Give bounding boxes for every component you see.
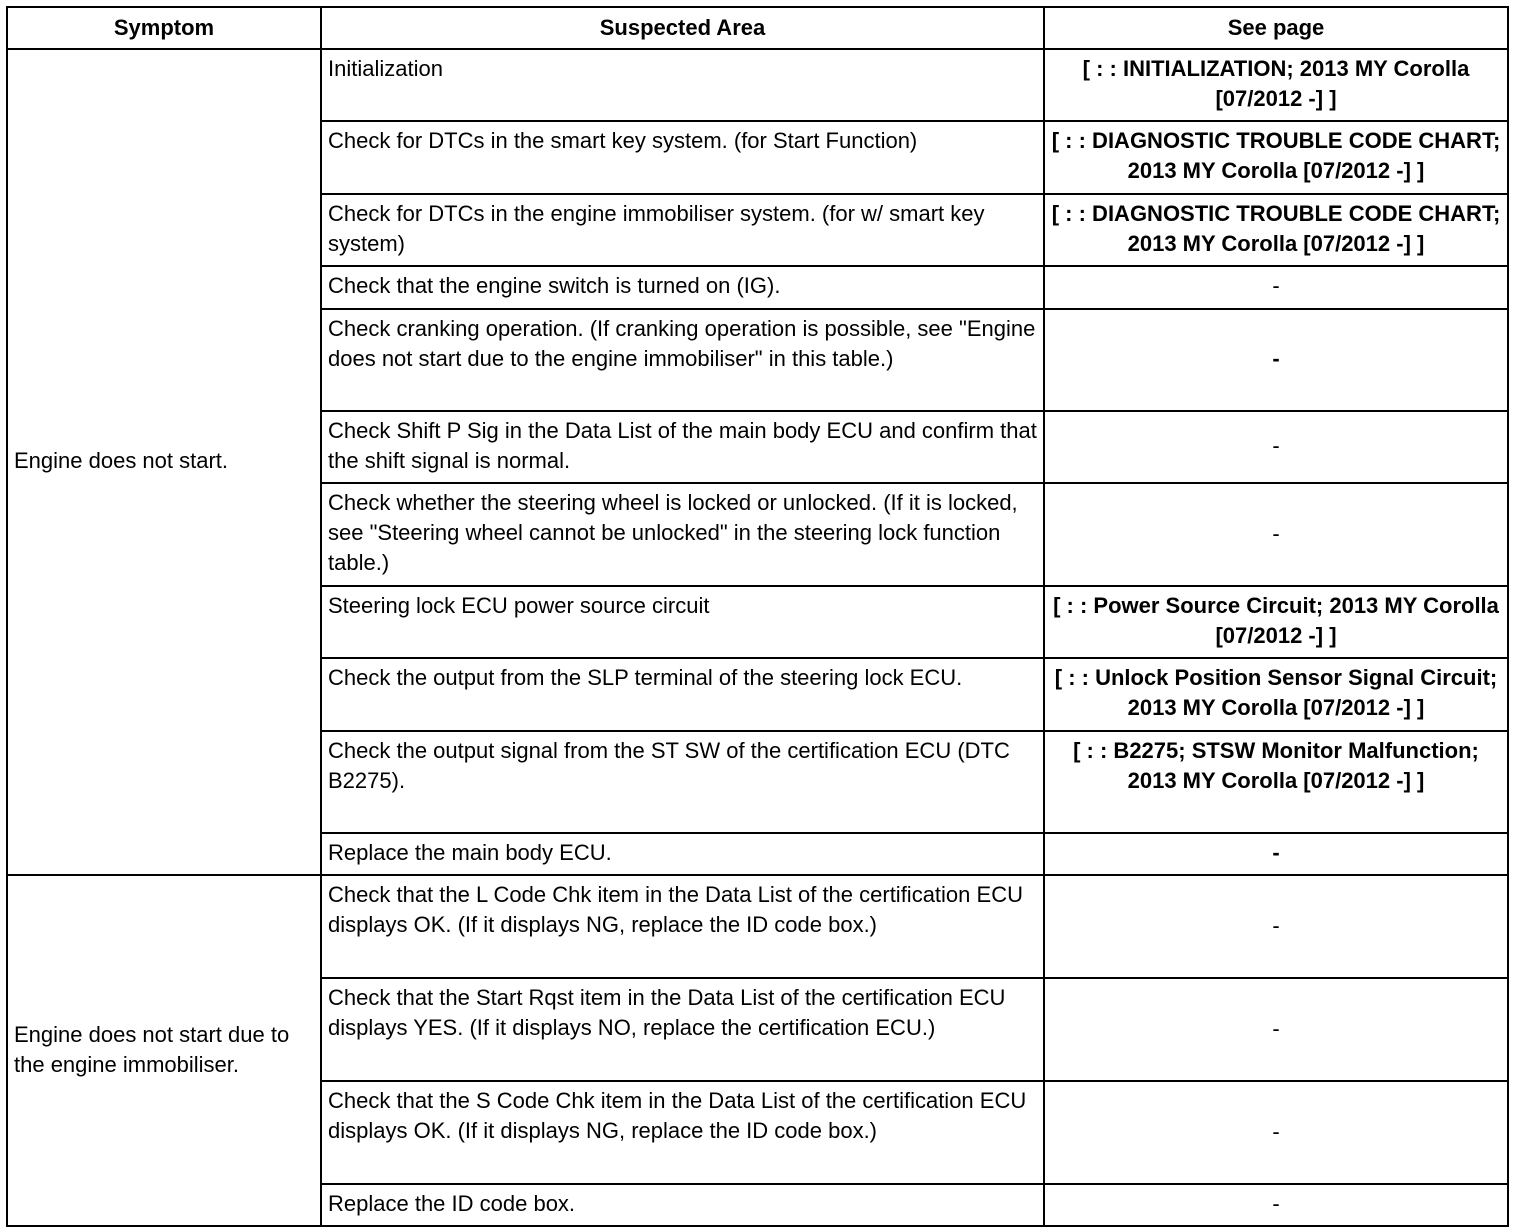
suspected-area-cell: Replace the ID code box.	[321, 1184, 1044, 1226]
suspected-area-cell: Initialization	[321, 49, 1044, 121]
see-page-cell: -	[1044, 1081, 1508, 1184]
suspected-area-cell: Check whether the steering wheel is locked or unlocked. (If it is locked, see "Steering wheel cannot be unlocked" in the steering lock function table.)	[321, 483, 1044, 586]
see-page-link[interactable]: [ : : DIAGNOSTIC TROUBLE CODE CHART; 2013 MY Corolla [07/2012 -] ]	[1044, 121, 1508, 194]
see-page-cell: -	[1044, 309, 1508, 411]
see-page-cell: -	[1044, 1184, 1508, 1226]
suspected-area-cell: Replace the main body ECU.	[321, 833, 1044, 875]
suspected-area-cell: Check for DTCs in the engine immobiliser system. (for w/ smart key system)	[321, 194, 1044, 266]
see-page-link[interactable]: [ : : Unlock Position Sensor Signal Circuit; 2013 MY Corolla [07/2012 -] ]	[1044, 658, 1508, 731]
suspected-area-cell: Check for DTCs in the smart key system. (for Start Function)	[321, 121, 1044, 194]
suspected-area-cell: Check the output signal from the ST SW of the certification ECU (DTC B2275).	[321, 731, 1044, 833]
suspected-area-cell: Check cranking operation. (If cranking operation is possible, see "Engine does not start due to the engine immobiliser" in this table.)	[321, 309, 1044, 411]
suspected-area-cell: Check that the L Code Chk item in the Data List of the certification ECU displays OK. (If it displays NG, replace the ID code box.)	[321, 875, 1044, 978]
suspected-area-cell: Check that the S Code Chk item in the Data List of the certification ECU displays OK. (If it displays NG, replace the ID code box.)	[321, 1081, 1044, 1184]
see-page-cell: -	[1044, 875, 1508, 978]
see-page-link[interactable]: [ : : INITIALIZATION; 2013 MY Corolla [07/2012 -] ]	[1044, 49, 1508, 121]
header-row	[7, 7, 1508, 49]
symptom-cell: Engine does not start due to the engine immobiliser.	[7, 875, 321, 1226]
see-page-link[interactable]: [ : : DIAGNOSTIC TROUBLE CODE CHART; 2013 MY Corolla [07/2012 -] ]	[1044, 194, 1508, 266]
header-see-page: See page	[1044, 7, 1508, 49]
suspected-area-cell: Check that the engine switch is turned on (IG).	[321, 266, 1044, 309]
see-page-link[interactable]: [ : : B2275; STSW Monitor Malfunction; 2013 MY Corolla [07/2012 -] ]	[1044, 731, 1508, 833]
suspected-area-cell: Check that the Start Rqst item in the Data List of the certification ECU displays YES. (If it displays NO, replace the certification ECU.)	[321, 978, 1044, 1081]
header-suspected-area: Suspected Area	[321, 7, 1044, 49]
symptom-cell: Engine does not start.	[7, 49, 321, 875]
see-page-cell: -	[1044, 833, 1508, 875]
suspected-area-cell: Steering lock ECU power source circuit	[321, 586, 1044, 658]
see-page-link[interactable]: [ : : Power Source Circuit; 2013 MY Corolla [07/2012 -] ]	[1044, 586, 1508, 658]
see-page-cell: -	[1044, 411, 1508, 483]
see-page-cell: -	[1044, 483, 1508, 586]
suspected-area-cell: Check the output from the SLP terminal of the steering lock ECU.	[321, 658, 1044, 731]
table-row	[7, 875, 1508, 978]
header-symptom: Symptom	[7, 7, 321, 49]
table-row	[7, 49, 1508, 121]
suspected-area-cell: Check Shift P Sig in the Data List of the main body ECU and confirm that the shift signal is normal.	[321, 411, 1044, 483]
see-page-cell: -	[1044, 978, 1508, 1081]
problem-symptoms-table	[6, 6, 1509, 1227]
see-page-cell: -	[1044, 266, 1508, 309]
